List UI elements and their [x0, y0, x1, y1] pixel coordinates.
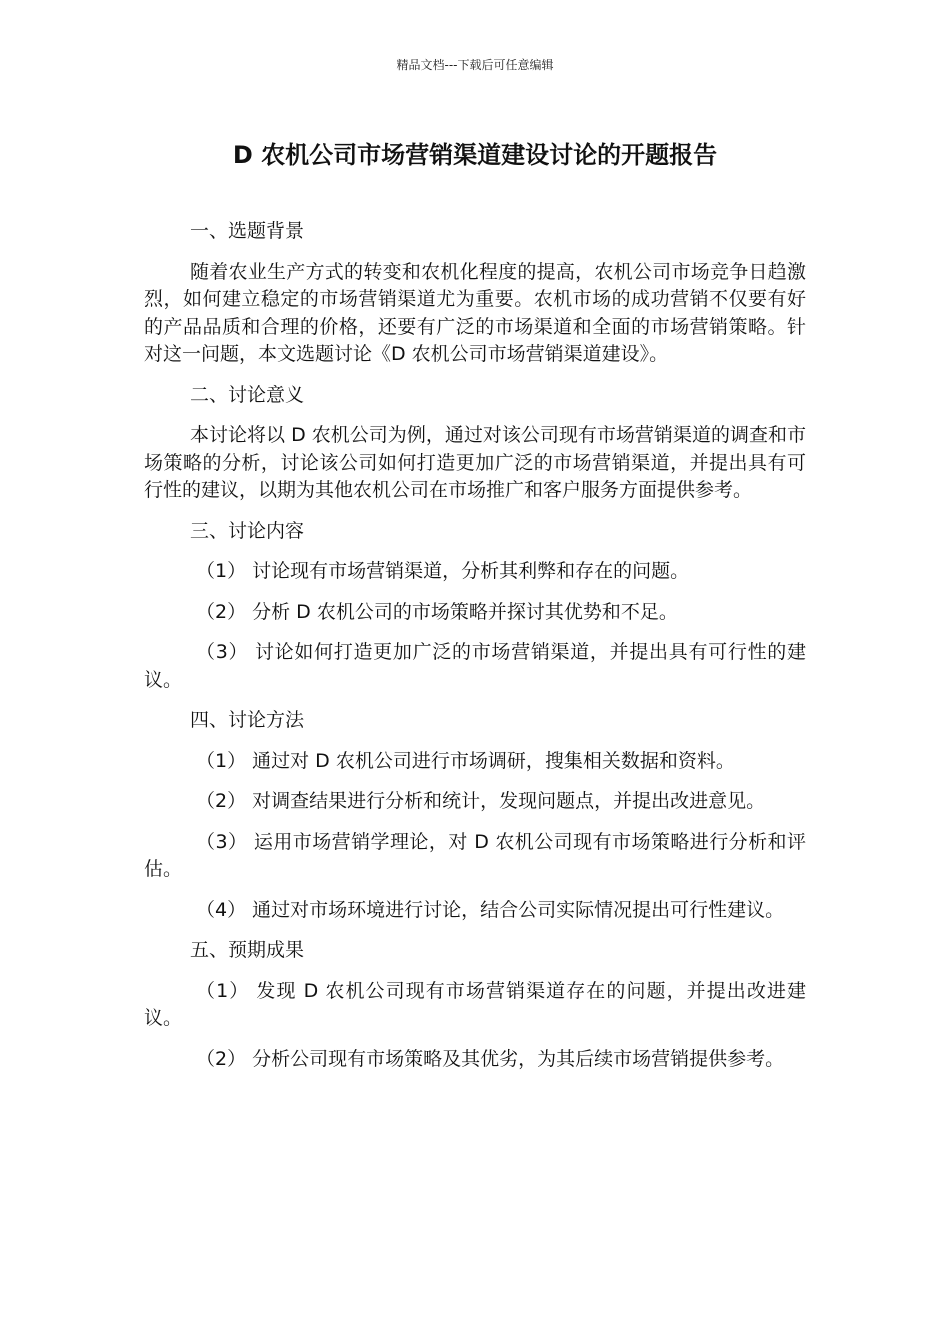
- section-heading: 五、预期成果: [190, 939, 305, 961]
- list-item: （1） 通过对 D 农机公司进行市场调研，搜集相关数据和资料。: [196, 749, 735, 772]
- section-content: [144, 518, 806, 695]
- section-significance: [144, 382, 806, 505]
- section-heading: 四、讨论方法: [190, 709, 305, 731]
- section-heading: 二、讨论意义: [190, 383, 305, 406]
- list-item: （2） 分析公司现有市场策略及其优劣，为其后续市场营销提供参考。: [196, 1047, 785, 1070]
- section-paragraph: 随着农业生产方式的转变和农机化程度的提高，农机公司市场竞争日趋激烈，如何建立稳定的市场营销渠道尤为重要。农机市场的成功营销不仅要有好的产品品质和合理的价格，还要有广泛的市场渠道和全面的市场营销策略。针对这一问题，本文选题讨论《D 农机公司市场营销渠道建设》。: [144, 260, 806, 365]
- section-heading: 一、选题背景: [190, 220, 305, 242]
- list-item: （3） 运用市场营销学理论，对 D 农机公司现有市场策略进行分析和评估。: [144, 830, 806, 880]
- section-expected-results: [144, 937, 806, 1073]
- list-item: （4） 通过对市场环境进行讨论，结合公司实际情况提出可行性建议。: [196, 898, 785, 921]
- list-item: （2） 分析 D 农机公司的市场策略并探讨其优势和不足。: [196, 600, 678, 623]
- document-body: [144, 218, 806, 1086]
- list-item: （1） 发现 D 农机公司现有市场营销渠道存在的问题，并提出改进建议。: [144, 979, 806, 1029]
- section-background: [144, 218, 806, 369]
- section-heading: 三、讨论内容: [190, 519, 305, 542]
- section-methods: [144, 707, 806, 924]
- list-item: （1） 讨论现有市场营销渠道，分析其利弊和存在的问题。: [196, 560, 690, 582]
- list-item: （2） 对调查结果进行分析和统计，发现问题点，并提出改进意见。: [196, 790, 766, 812]
- header-note: 精品文档---下载后可任意编辑: [396, 58, 554, 72]
- list-item: （3） 讨论如何打造更加广泛的市场营销渠道，并提出具有可行性的建议。: [144, 641, 806, 691]
- section-paragraph: 本讨论将以 D 农机公司为例，通过对该公司现有市场营销渠道的调查和市场策略的分析，讨论该公司如何打造更加广泛的市场营销渠道，并提出具有可行性的建议，以期为其他农机公司在市场推广和客户服务方面提供参考。: [144, 424, 806, 501]
- document-title: D 农机公司市场营销渠道建设讨论的开题报告: [232, 141, 718, 169]
